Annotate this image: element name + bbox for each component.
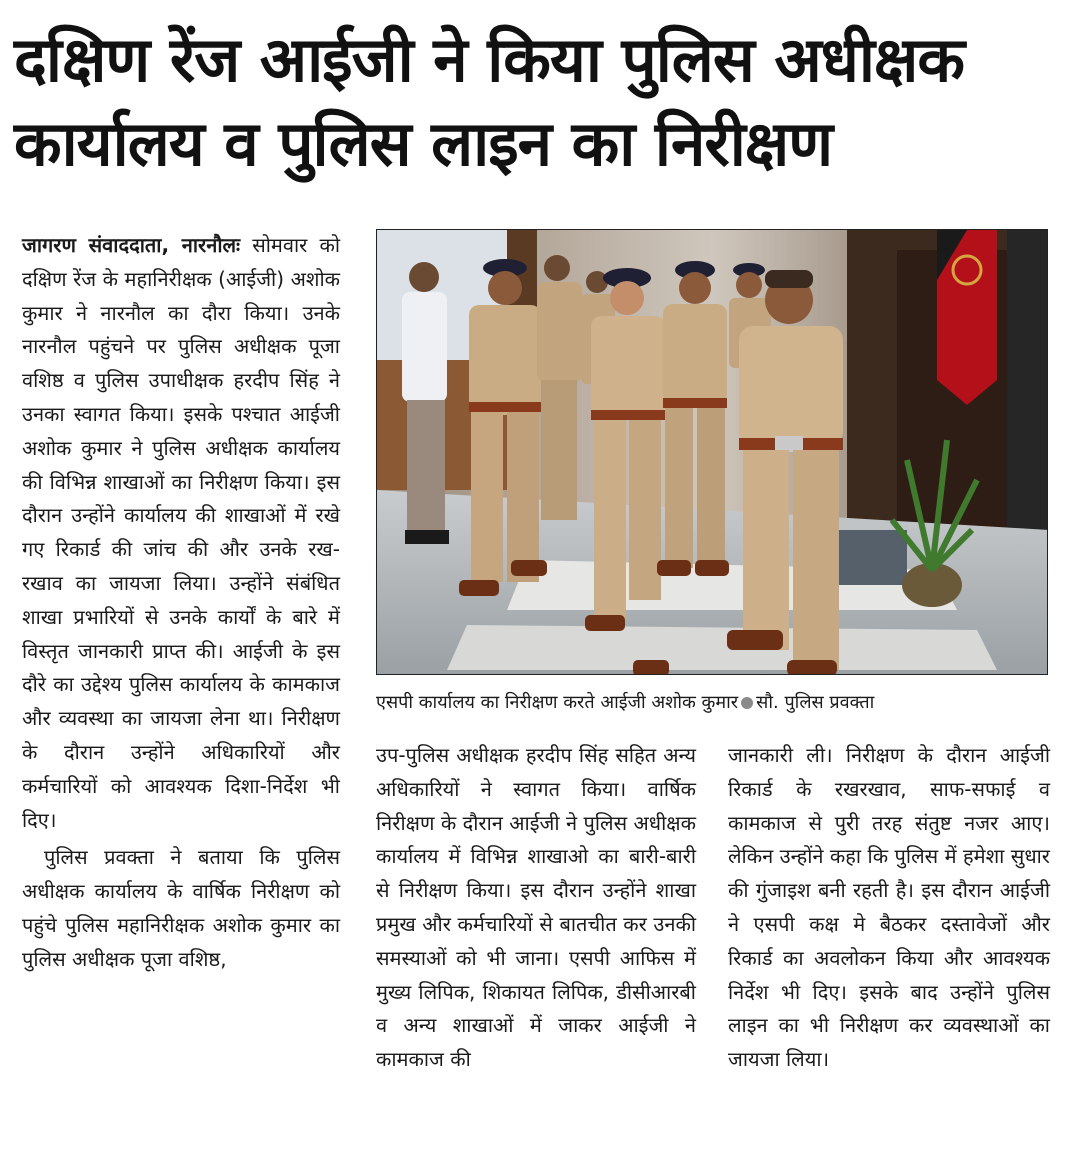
article-column-1 xyxy=(22,229,340,977)
article-column-2 xyxy=(376,739,696,1077)
photo-caption xyxy=(376,690,1048,716)
bullet-dot-icon xyxy=(741,697,753,709)
officer-ig-front xyxy=(727,270,843,675)
byline: जागरण संवाददाता, नारनौलः xyxy=(22,233,241,257)
officer-middle-right xyxy=(657,261,729,576)
article-column-3 xyxy=(728,739,1050,1077)
news-photo xyxy=(376,229,1048,675)
officer-left xyxy=(459,259,547,596)
article-paragraph-2: पुलिस प्रवक्ता ने बताया कि पुलिस अधीक्षक कार्यालय के वार्षिक निरीक्षण को पहुंचे पुलिस महानिरीक्षक अशोक कुमार का पुलिस अधीक्षक पूजा वशिष्ठ, xyxy=(22,845,340,971)
photo-credit: सौ. पुलिस प्रवक्ता xyxy=(756,692,875,713)
headline-line-1: दक्षिण रेंज आईजी ने किया पुलिस अधीक्षक xyxy=(14,23,964,96)
article-paragraph-4: जानकारी ली। निरीक्षण के दौरान आईजी रिकार्ड के रखरखाव, साफ-सफाई व कामकाज से पुरी तरह संतुष्ट नजर आए। लेकिन उन्होंने कहा कि पुलिस में हमेशा सुधार की गुंजाइश बनी रहती है। इस दौरान आईजी ने एसपी कक्ष मे बैठकर दस्तावेजों और रिकार्ड का अवलोकन किया और आवश्यक निर्देश भी दिए। इसके बाद उन्होंने पुलिस लाइन का भी निरीक्षण कर व्यवस्थाओं का जायजा लिया। xyxy=(728,743,1050,1072)
caption-text: एसपी कार्यालय का निरीक्षण करते आईजी अशोक कुमार xyxy=(376,692,739,713)
article-paragraph-1: सोमवार को दक्षिण रेंज के महानिरीक्षक (आईजी) अशोक कुमार ने नारनौल का दौरा किया। उनके नारनौल पहुंचने पर पुलिस अधीक्षक पूजा वशिष्ठ व पुलिस उपाधीक्षक हरदीप सिंह ने उनका स्वागत किया। इसके पश्चात आईजी अशोक कुमार ने पुलिस अधीक्षक कार्यालय की विभिन्न शाखाओं का निरीक्षण किया। इस दौरान उन्होंने कार्यालय की शाखाओं में रखे गए रिकार्ड की जांच की और उनके रख-रखाव का जायजा लिया। उन्होंने संबंधित शाखा प्रभारियों से उनके कार्यों के बारे में विस्तृत जानकारी प्राप्त की। आईजी के इस दौरे का उद्देश्य पुलिस कार्यालय के कामकाज और व्यवस्था का जायजा लेना था। निरीक्षण के दौरान उन्होंने अधिकारियों और कर्मचारियों को आवश्यक दिशा-निर्देश भी दिए। xyxy=(22,233,341,832)
officers-walking-illustration xyxy=(377,230,1048,675)
article-paragraph-3: उप-पुलिस अधीक्षक हरदीप सिंह सहित अन्य अधिकारियों ने स्वागत किया। वार्षिक निरीक्षण के दौरान आईजी ने पुलिस अधीक्षक कार्यालय में विभिन्न शाखाओ का बारी-बारी से निरीक्षण किया। इस दौरान उन्होंने शाखा प्रमुख और कर्मचारियों से बातचीत कर उनकी समस्याओं को भी जाना। एसपी आफिस में मुख्य लिपिक, शिकायत लिपिक, डीसीआरबी व अन्य शाखाओं में जाकर आईजी ने कामकाज की xyxy=(376,743,696,1072)
headline xyxy=(14,18,1064,186)
headline-line-2: कार्यालय व पुलिस लाइन का निरीक्षण xyxy=(14,107,833,180)
person-white-shirt xyxy=(402,262,449,544)
